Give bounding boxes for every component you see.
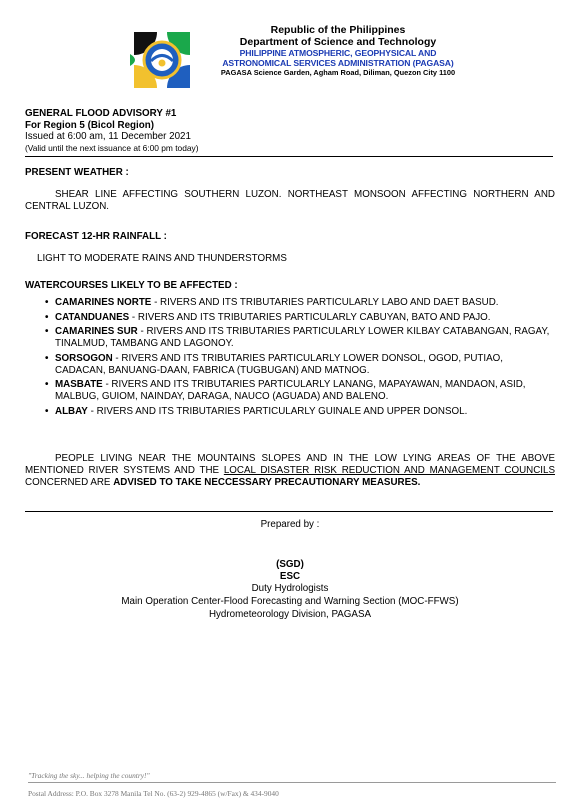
closing-advice: ADVISED TO TAKE NECCESSARY PRECAUTIONARY MEASURES. (113, 477, 421, 488)
advisory-issued: Issued at 6:00 am, 11 December 2021 (25, 131, 191, 142)
advisory-title: GENERAL FLOOD ADVISORY #1 (25, 108, 177, 119)
bullet-icon: • (45, 379, 49, 390)
advisory-title-block (25, 108, 555, 154)
closing-underlined: LOCAL DISASTER RISK REDUCTION AND MANAGEMENT COUNCILS (223, 465, 555, 476)
agency-line-2: ASTRONOMICAL SERVICES ADMINISTRATION (PAGASA) (222, 58, 454, 68)
department-line: Department of Science and Technology (239, 36, 437, 48)
signatory-section: Main Operation Center-Flood Forecasting and Warning Section (MOC-FFWS) (121, 596, 459, 607)
present-weather-heading: PRESENT WEATHER : (25, 167, 129, 178)
logo-petal-left (130, 54, 135, 66)
list-item (25, 326, 555, 350)
bullet-icon: • (45, 352, 49, 364)
divider (25, 156, 553, 157)
province-detail: - RIVERS AND ITS TRIBUTARIES PARTICULARLY LABO AND DAET BASUD. (151, 297, 499, 308)
agency-line-1: PHILIPPINE ATMOSPHERIC, GEOPHYSICAL AND (239, 48, 437, 58)
province-detail: - RIVERS AND ITS TRIBUTARIES PARTICULARLY LOWER DONSOL, OGOD, PUTIAO, CADACAN, BANUANG-DAAN, FABRICA (TUGBUGAN) AND MATNOG. (55, 352, 504, 376)
footer-slogan: "Tracking the sky... helping the country!" (28, 771, 150, 780)
divider (25, 511, 553, 512)
signatory-division: Hydrometeorology Division, PAGASA (208, 609, 372, 620)
province-detail: - RIVERS AND ITS TRIBUTARIES PARTICULARLY LANANG, MAPAYAWAN, MANDAON, ASID, MALBUG, GUIOM, NAINDAY, DARAGA, NAUCO (AGUADA) AND BALENO. (55, 379, 526, 402)
bullet-icon: • (45, 405, 49, 417)
letterhead (0, 24, 580, 94)
republic-line: Republic of the Philippines (270, 24, 406, 36)
list-item (25, 406, 555, 418)
province-name: SORSOGON (55, 352, 113, 364)
footer-address: Postal Address: P.O. Box 3278 Manila Tel No. (63-2) 929-4865 (w/Fax) & 434-9040 (28, 789, 279, 798)
list-item (25, 312, 555, 324)
forecast-heading: FORECAST 12-HR RAINFALL : (25, 231, 167, 242)
province-detail: - RIVERS AND ITS TRIBUTARIES PARTICULARLY LOWER KILBAY CATABANGAN, RAGAY, TINALMUD, TAMBANG AND LAGONOY. (55, 326, 550, 349)
list-item (25, 353, 555, 377)
watercourses-heading: WATERCOURSES LIKELY TO BE AFFECTED : (25, 280, 238, 291)
signatory-sgd: (SGD) (276, 559, 304, 570)
province-name: CAMARINES SUR (55, 326, 138, 337)
province-detail: - RIVERS AND ITS TRIBUTARIES PARTICULARLY GUINALE AND UPPER DONSOL. (87, 405, 468, 417)
province-name: ALBAY (55, 405, 88, 417)
advisory-validity: (Valid until the next issuance at 6:00 pm today) (25, 142, 199, 153)
closing-paragraph (25, 453, 555, 489)
closing-text-1: PEOPLE LIVING NEAR THE MOUNTAINS SLOPES AND IN THE LOW LYING AREAS OF THE ABOVE MENTIONED RIVER SYSTEMS AND THE (25, 453, 555, 476)
prepared-by-label: Prepared by : (260, 519, 320, 530)
signatory-role: Duty Hydrologists (251, 583, 329, 594)
bullet-icon: • (45, 297, 49, 308)
signatory-initials: ESC (279, 571, 301, 582)
forecast-text: LIGHT TO MODERATE RAINS AND THUNDERSTORMS (37, 253, 287, 264)
list-item (25, 297, 555, 309)
province-name: CATANDUANES (55, 311, 130, 323)
advisory-region: For Region 5 (Bicol Region) (25, 119, 154, 131)
province-name: CAMARINES NORTE (55, 297, 152, 308)
present-weather-text: SHEAR LINE AFFECTING SOUTHERN LUZON. NORTHEAST MONSOON AFFECTING NORTHERN AND CENTRAL LUZON. (25, 189, 555, 212)
closing-text-2: CONCERNED ARE (25, 477, 114, 488)
agency-address: PAGASA Science Garden, Agham Road, Diliman, Quezon City 1100 (220, 68, 456, 77)
footer-divider (28, 782, 556, 783)
watercourses-list (25, 297, 555, 420)
bullet-icon: • (45, 326, 49, 337)
bullet-icon: • (45, 311, 49, 323)
province-name: MASBATE (55, 379, 103, 390)
list-item (25, 379, 555, 403)
province-detail: - RIVERS AND ITS TRIBUTARIES PARTICULARLY CABUYAN, BATO AND PAJO. (129, 311, 491, 323)
pagasa-logo (130, 28, 194, 92)
